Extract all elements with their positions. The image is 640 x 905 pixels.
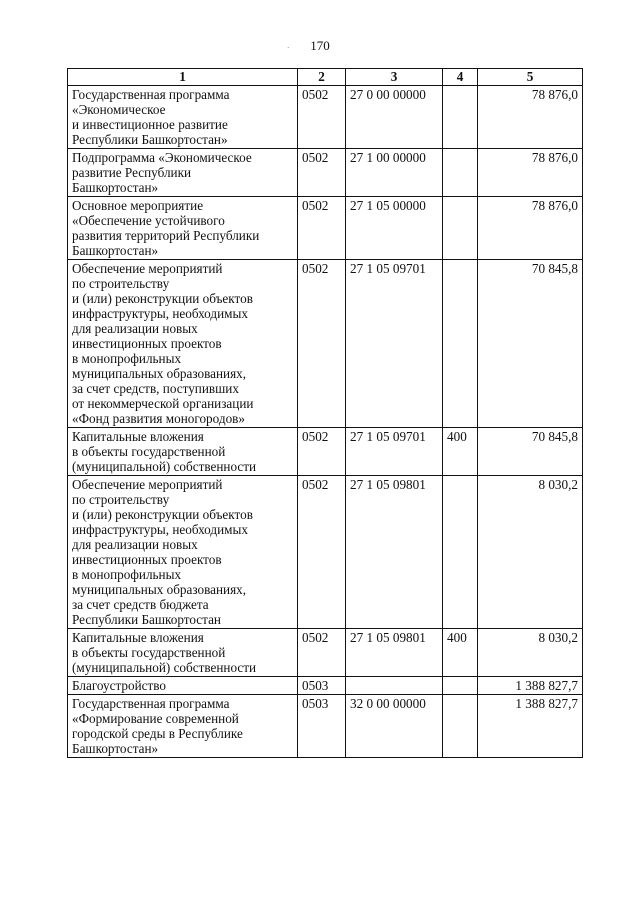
column-header-name: 1	[68, 69, 298, 86]
row-type-code	[443, 476, 478, 629]
row-target-code	[346, 677, 443, 695]
row-name: Государственная программа «Формирование современной городской среды в Республике Башкортостан»	[68, 695, 298, 758]
row-section-code: 0502	[298, 428, 346, 476]
row-type-code: 400	[443, 428, 478, 476]
row-name: Благоустройство	[68, 677, 298, 695]
row-type-code	[443, 197, 478, 260]
row-section-code: 0502	[298, 86, 346, 149]
row-name: Основное мероприятие «Обеспечение устойчивого развития территорий Республики Башкортостан»	[68, 197, 298, 260]
scan-mark: ·	[287, 44, 290, 52]
table-row	[68, 476, 583, 629]
row-amount: 1 388 827,7	[478, 677, 583, 695]
row-type-code: 400	[443, 629, 478, 677]
row-type-code	[443, 149, 478, 197]
table-row	[68, 197, 583, 260]
row-target-code: 27 1 05 00000	[346, 197, 443, 260]
row-section-code: 0503	[298, 695, 346, 758]
row-target-code: 27 0 00 00000	[346, 86, 443, 149]
column-header-type: 4	[443, 69, 478, 86]
row-amount: 78 876,0	[478, 86, 583, 149]
row-target-code: 27 1 05 09701	[346, 428, 443, 476]
column-header-section: 2	[298, 69, 346, 86]
row-name: Капитальные вложения в объекты государственной (муниципальной) собственности	[68, 428, 298, 476]
row-amount: 78 876,0	[478, 149, 583, 197]
row-name: Капитальные вложения в объекты государственной (муниципальной) собственности	[68, 629, 298, 677]
row-target-code: 27 1 05 09801	[346, 476, 443, 629]
column-header-target: 3	[346, 69, 443, 86]
row-section-code: 0502	[298, 149, 346, 197]
row-name: Подпрограмма «Экономическое развитие Республики Башкортостан»	[68, 149, 298, 197]
row-target-code: 27 1 05 09801	[346, 629, 443, 677]
table-row	[68, 629, 583, 677]
row-amount: 8 030,2	[478, 476, 583, 629]
row-type-code	[443, 260, 478, 428]
row-section-code: 0502	[298, 476, 346, 629]
row-section-code: 0502	[298, 260, 346, 428]
row-amount: 78 876,0	[478, 197, 583, 260]
row-amount: 70 845,8	[478, 428, 583, 476]
row-amount: 8 030,2	[478, 629, 583, 677]
row-target-code: 27 1 00 00000	[346, 149, 443, 197]
row-section-code: 0503	[298, 677, 346, 695]
row-target-code: 27 1 05 09701	[346, 260, 443, 428]
column-header-amount: 5	[478, 69, 583, 86]
row-name: Обеспечение мероприятий по строительству и (или) реконструкции объектов инфраструктуры, необходимых для реализации новых инвестиционных проектов в монопрофильных муниципальных образованиях, за счет средств бюджета Республики Башкортостан	[68, 476, 298, 629]
row-name: Обеспечение мероприятий по строительству и (или) реконструкции объектов инфраструктуры, необходимых для реализации новых инвестиционных проектов в монопрофильных муниципальных образованиях, за счет средств, поступивших от некоммерческой организации «Фонд развития моногородов»	[68, 260, 298, 428]
table-row	[68, 86, 583, 149]
row-amount: 70 845,8	[478, 260, 583, 428]
table-row	[68, 149, 583, 197]
row-type-code	[443, 677, 478, 695]
budget-table	[67, 68, 583, 758]
row-name: Государственная программа «Экономическое и инвестиционное развитие Республики Башкортостан»	[68, 86, 298, 149]
table-row	[68, 677, 583, 695]
row-type-code	[443, 86, 478, 149]
page-number: 170	[310, 38, 330, 53]
row-amount: 1 388 827,7	[478, 695, 583, 758]
table-row	[68, 695, 583, 758]
table-header-row	[68, 69, 583, 86]
row-section-code: 0502	[298, 197, 346, 260]
table-row	[68, 260, 583, 428]
row-section-code: 0502	[298, 629, 346, 677]
row-type-code	[443, 695, 478, 758]
table-row	[68, 428, 583, 476]
row-target-code: 32 0 00 00000	[346, 695, 443, 758]
